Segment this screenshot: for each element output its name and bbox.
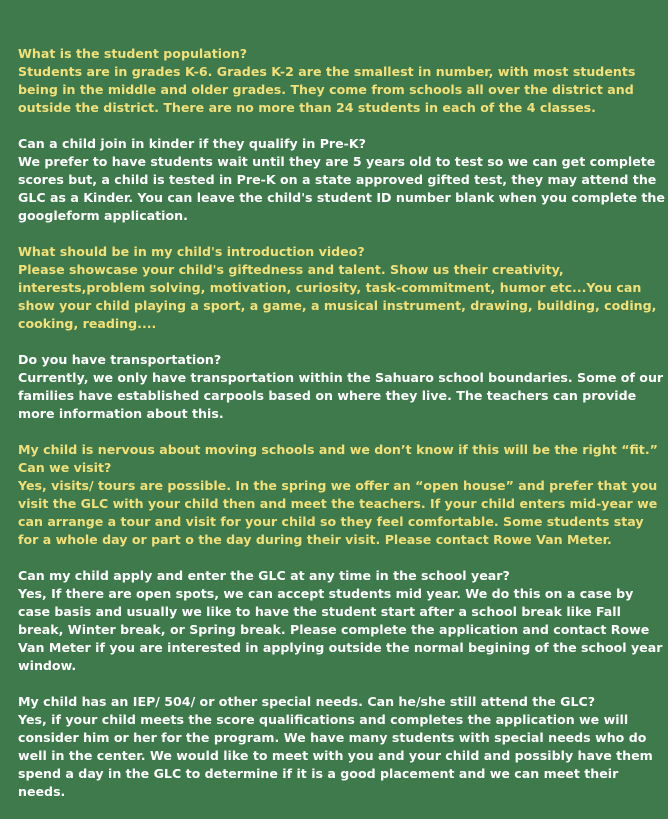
faq-item-kinder-prek	[18, 135, 666, 225]
faq-question: Can a child join in kinder if they qualify in Pre-K?	[18, 136, 366, 151]
faq-answer: Currently, we only have transportation within the Sahuaro school boundaries. Some of our families have established carpools based on where they live. The teachers can provide more information about this.	[18, 370, 664, 421]
faq-answer: Yes, If there are open spots, we can accept students mid year. We do this on a case by case basis and usually we like to have the student start after a school break like Fall break, Winter break, or Spring break. Please complete the application and contact Rowe Van Meter if you are interested in applying outside the normal begining of the school year window.	[18, 586, 663, 673]
faq-question: My child has an IEP/ 504/ or other special needs. Can he/she still attend the GLC?	[18, 694, 596, 709]
faq-answer: Please showcase your child's giftedness and talent. Show us their creativity, interests,problem solving, motivation, curiosity, task-commitment, humor etc...You can show your child playing a sport, a game, a musical instrument, drawing, building, coding, cooking, reading....	[18, 262, 657, 331]
faq-item-special-needs	[18, 693, 666, 801]
faq-item-introduction-video	[18, 243, 666, 333]
faq-item-transportation	[18, 351, 666, 423]
faq-item-student-population	[18, 45, 666, 117]
faq-content	[18, 45, 666, 819]
faq-answer: Yes, if your child meets the score qualifications and completes the application we will consider him or her for the program. We have many students with special needs who do well in the center. We would like to meet with you and your child and possibly have them spend a day in the GLC to determine if it is a good placement and we can meet their needs.	[18, 712, 653, 799]
faq-item-mid-year-entry	[18, 567, 666, 675]
faq-question: My child is nervous about moving schools and we don’t know if this will be the right “fit.” Can we visit?	[18, 442, 658, 475]
faq-answer: We prefer to have students wait until they are 5 years old to test so we can get complete scores but, a child is tested in Pre-K on a state approved gifted test, they may attend the GLC as a Kinder. You can leave the child's student ID number blank when you complete the googleform application.	[18, 154, 665, 223]
faq-answer: Students are in grades K-6. Grades K-2 are the smallest in number, with most students being in the middle and older grades. They come from schools all over the district and outside the district. There are no more than 24 students in each of the 4 classes.	[18, 64, 636, 115]
faq-item-visit	[18, 441, 666, 549]
faq-question: Can my child apply and enter the GLC at any time in the school year?	[18, 568, 510, 583]
faq-question: What should be in my child's introduction video?	[18, 244, 365, 259]
faq-question: What is the student population?	[18, 46, 247, 61]
faq-question: Do you have transportation?	[18, 352, 222, 367]
faq-answer: Yes, visits/ tours are possible. In the spring we offer an “open house” and prefer that you visit the GLC with your child then and meet the teachers. If your child enters mid-year we can arrange a tour and visit for your child so they feel comfortable. Some students stay for a whole day or part o the day during their visit. Please contact Rowe Van Meter.	[18, 478, 658, 547]
